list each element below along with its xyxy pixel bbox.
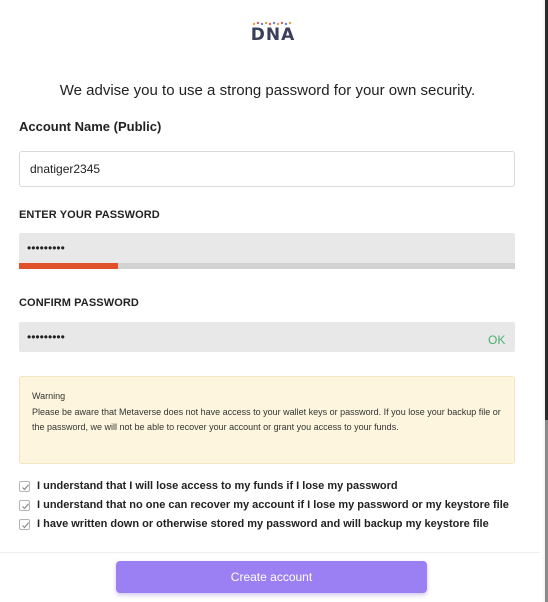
agreement-checkbox[interactable]	[19, 481, 30, 492]
password-input[interactable]	[19, 233, 515, 263]
warning-body: Please be aware that Metaverse does not have access to your wallet keys or password. If you lose your backup file or the password, we will not be able to recover your account or grant you access to your funds.	[32, 407, 501, 432]
agreement-checkbox[interactable]	[19, 519, 30, 530]
agreement-row-lose-access[interactable]	[19, 479, 398, 493]
checkmark-icon	[21, 502, 30, 511]
password-label: ENTER YOUR PASSWORD	[19, 209, 160, 221]
confirm-password-label: CONFIRM PASSWORD	[19, 297, 139, 309]
agreement-label: I have written down or otherwise stored my password and will backup my keystore file	[37, 518, 489, 530]
window-edge	[542, 0, 548, 602]
checkmark-icon	[21, 521, 30, 530]
warning-box	[19, 376, 515, 464]
checkmark-icon	[21, 483, 30, 492]
password-strength-meter	[19, 263, 515, 269]
password-strength-fill	[19, 263, 118, 269]
agreement-row-backup-stored[interactable]	[19, 517, 489, 531]
agreement-row-no-recovery[interactable]	[19, 498, 509, 512]
password-match-status: OK	[488, 333, 506, 347]
agreement-label: I understand that no one can recover my account if I lose my password or my keystore file	[37, 499, 509, 511]
security-advice: We advise you to use a strong password for your own security.	[59, 82, 476, 99]
confirm-password-input[interactable]	[19, 322, 515, 352]
dna-logo	[250, 20, 296, 46]
agreement-label: I understand that I will lose access to my funds if I lose my password	[37, 480, 398, 492]
warning-title: Warning	[32, 391, 66, 401]
create-account-button[interactable]: Create account	[116, 561, 427, 593]
agreement-checkbox[interactable]	[19, 500, 30, 511]
logo-text: DNA	[250, 25, 296, 45]
footer-divider	[0, 552, 540, 553]
account-name-label: Account Name (Public)	[19, 119, 162, 134]
account-name-input[interactable]	[19, 151, 515, 187]
